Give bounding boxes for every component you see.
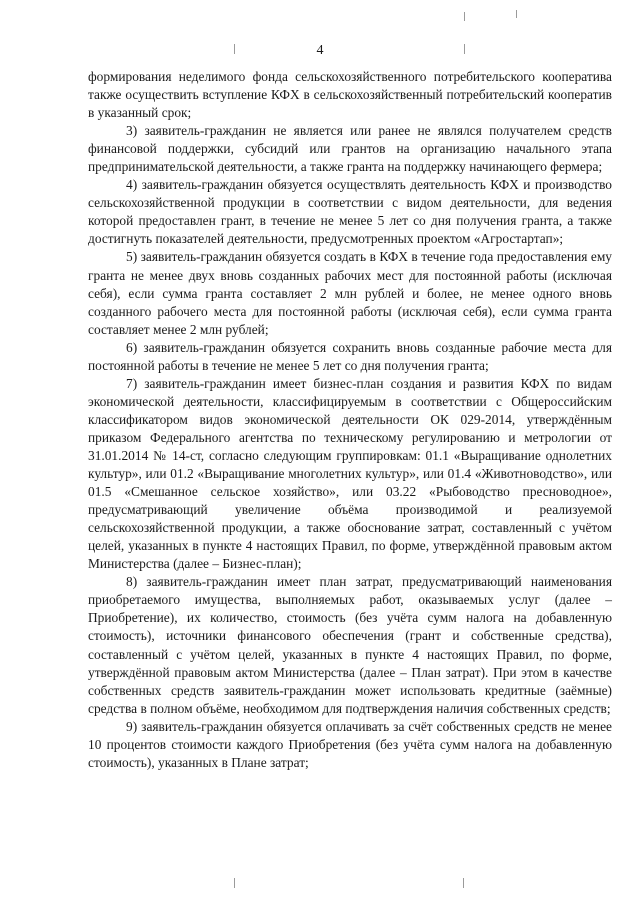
page-number: 4: [316, 43, 324, 58]
paragraph-item-4: 4) заявитель-гражданин обязуется осуществлять деятельность КФХ и производство сельскохозяйственной продукции в соответствии с видом деятельности, для ведения которой предоставлен грант, в течение не менее 5 лет со дня получения гранта, а также достигнуть показателей деятельности, предусмотренных проектом «Агростартап»;: [88, 177, 612, 247]
paragraph-continuation: формирования неделимого фонда сельскохозяйственного потребительского кооператива также осуществить вступление КФХ в сельскохозяйственный потребительский кооператив в указанный срок;: [88, 69, 612, 121]
paragraph-item-8: 8) заявитель-гражданин имеет план затрат, предусматривающий наименования приобретаемого имущества, выполняемых работ, оказываемых услуг (далее – Приобретение), их количество, стоимость (без учёта сумм налога на добавленную стоимость), источники финансового обеспечения (грант и собственные средства), составленный с учётом целей, указанных в пункте 4 настоящих Правил, по форме, утверждённой правовым актом Министерства (далее – План затрат). При этом в качестве собственных средств заявитель-гражданин может использовать кредитные (заёмные) средства в полном объёме, необходимом для подтверждения наличия собственных средств;: [88, 574, 612, 716]
scan-mark: [516, 10, 517, 18]
paragraph-item-3: 3) заявитель-гражданин не является или ранее не являлся получателем средств финансовой поддержки, субсидий или грантов на организацию начального этапа предпринимательской деятельности, а также гранта на поддержку начинающего фермера;: [88, 123, 612, 175]
scan-mark: [464, 12, 465, 21]
paragraph-item-9: 9) заявитель-гражданин обязуется оплачивать за счёт собственных средств не менее 10 процентов стоимости каждого Приобретения (без учёта сумм налога на добавленную стоимость), указанных в Плане затрат;: [88, 718, 612, 770]
scan-mark: [463, 878, 464, 888]
document-body: [88, 68, 612, 772]
paragraph-item-7: 7) заявитель-гражданин имеет бизнес-план создания и развития КФХ по видам экономической деятельности, классифицируемым в соответствии с Общероссийским классификатором видов экономической деятельности ОК 029-2014, утверждённым приказом Федерального агентства по техническому регулированию и метрологии от 31.01.2014 № 14-ст, согласно следующим группировкам: 01.1 «Выращивание однолетних культур», или 01.2 «Выращивание многолетних культур», или 01.4 «Животноводство», или 01.5 «Смешанное сельское хозяйство», или 03.22 «Рыбоводство пресноводное», предусматривающий увеличение объёма производимой и реализуемой сельскохозяйственной продукции, а также обоснование затрат, составленный с учётом целей, указанных в пункте 4 настоящих Правил, по форме, утверждённой правовым актом Министерства (далее – Бизнес-план);: [88, 375, 612, 572]
paragraph-item-5: 5) заявитель-гражданин обязуется создать в КФХ в течение года предоставления ему гранта не менее двух вновь созданных рабочих мест для постоянной работы (исключая себя), если сумма гранта составляет 2 млн рублей и более, не менее одного вновь созданного рабочего места для постоянной работы (исключая себя), если сумма гранта составляет менее 2 млн рублей;: [88, 249, 612, 337]
paragraph-item-6: 6) заявитель-гражданин обязуется сохранить вновь созданные рабочие места для постоянной работы в течение не менее 5 лет со дня получения гранта;: [88, 339, 612, 373]
scan-mark: [234, 878, 235, 888]
